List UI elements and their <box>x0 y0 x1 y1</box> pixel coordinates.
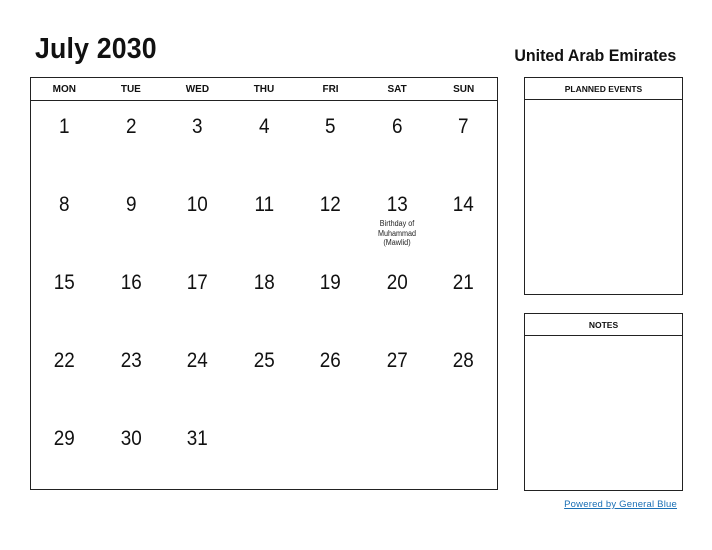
weekday-tue: TUE <box>120 83 141 95</box>
calendar-grid <box>30 77 498 490</box>
day-number: 14 <box>453 193 475 216</box>
planned-events-panel <box>524 77 683 295</box>
day-cell <box>231 335 298 413</box>
day-cell <box>231 101 298 179</box>
day-number: 11 <box>254 193 274 216</box>
day-cell <box>297 101 364 179</box>
day-number: 8 <box>59 193 70 216</box>
day-number: 17 <box>186 271 208 294</box>
day-number: 24 <box>186 349 208 372</box>
day-cell <box>31 179 98 257</box>
day-number: 28 <box>453 349 475 372</box>
day-cell <box>364 257 431 335</box>
day-cell <box>430 335 497 413</box>
weekday-sat: SAT <box>387 83 407 95</box>
page-title: July 2030 <box>35 33 157 65</box>
day-cell <box>164 413 231 491</box>
day-number: 16 <box>120 271 142 294</box>
day-number: 18 <box>253 271 275 294</box>
day-number: 6 <box>391 115 403 138</box>
day-number: 13 <box>386 193 408 216</box>
day-cell <box>164 257 231 335</box>
day-cell <box>364 101 431 179</box>
day-cell <box>98 335 165 413</box>
country-name: United Arab Emirates <box>514 46 676 65</box>
day-number: 29 <box>53 427 75 450</box>
day-cell <box>430 257 497 335</box>
day-number: 2 <box>125 115 137 138</box>
day-number: 30 <box>120 427 142 450</box>
holiday-label: Birthday of Muhammad (Mawlid) <box>378 219 417 247</box>
day-cell <box>364 413 431 491</box>
day-cell <box>98 179 165 257</box>
planned-events-heading: PLANNED EVENTS <box>525 78 682 100</box>
day-number: 15 <box>53 271 75 294</box>
day-number: 9 <box>125 193 137 216</box>
day-number: 22 <box>53 349 75 372</box>
day-cell <box>430 101 497 179</box>
day-cell <box>430 413 497 491</box>
day-cell <box>98 413 165 491</box>
weekday-thu: THU <box>253 83 275 95</box>
day-number: 21 <box>453 271 475 294</box>
weekday-fri: FRI <box>322 83 339 95</box>
day-cell <box>364 179 431 257</box>
day-number: 27 <box>386 349 408 372</box>
powered-by-link[interactable]: Powered by General Blue <box>564 499 677 510</box>
day-cell <box>231 413 298 491</box>
day-number: 5 <box>325 115 336 138</box>
day-number: 1 <box>59 115 70 138</box>
notes-panel <box>524 313 683 491</box>
day-number: 26 <box>320 349 342 372</box>
day-cell <box>297 413 364 491</box>
day-grid <box>31 101 497 491</box>
day-number: 20 <box>386 271 408 294</box>
day-cell <box>231 257 298 335</box>
notes-heading: NOTES <box>525 314 682 336</box>
day-number: 3 <box>192 115 203 138</box>
day-number: 12 <box>320 193 342 216</box>
day-cell <box>31 101 98 179</box>
weekday-wed: WED <box>185 83 210 95</box>
weekday-header-row <box>31 78 497 101</box>
day-cell <box>31 257 98 335</box>
day-cell <box>164 335 231 413</box>
day-cell <box>297 335 364 413</box>
day-cell <box>364 335 431 413</box>
weekday-sun: SUN <box>453 83 475 95</box>
day-cell <box>430 179 497 257</box>
weekday-mon: MON <box>52 83 76 95</box>
day-cell <box>297 179 364 257</box>
day-cell <box>164 101 231 179</box>
day-cell <box>297 257 364 335</box>
day-number: 31 <box>186 427 208 450</box>
day-number: 10 <box>186 193 208 216</box>
day-cell <box>98 257 165 335</box>
day-cell <box>31 413 98 491</box>
day-number: 19 <box>320 271 342 294</box>
day-number: 23 <box>120 349 142 372</box>
day-cell <box>231 179 298 257</box>
day-cell <box>31 335 98 413</box>
day-cell <box>98 101 165 179</box>
day-number: 4 <box>258 115 270 138</box>
day-number: 25 <box>253 349 275 372</box>
day-number: 7 <box>458 115 469 138</box>
day-cell <box>164 179 231 257</box>
